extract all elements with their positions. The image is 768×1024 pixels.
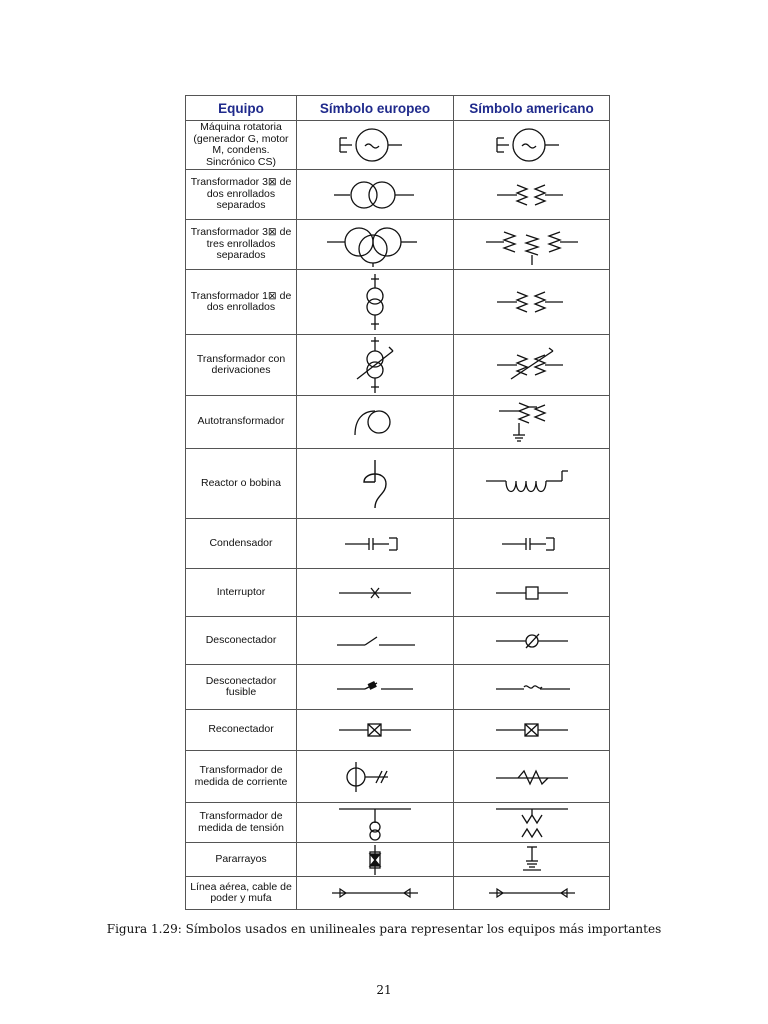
equipo-name: Transformador de medida de corriente (186, 751, 297, 803)
equipo-name: Transformador 1⊠ de dos enrollados (186, 270, 297, 335)
zigzag-three-winding-symbol (454, 220, 610, 270)
equipo-name: Máquina rotatoria (generador G, motor M, condens. Sincrónico CS) (186, 121, 297, 170)
equipo-name: Transformador 3⊠ de dos enrollados separados (186, 170, 297, 220)
table-row (186, 751, 610, 803)
equipo-name: Interruptor (186, 569, 297, 617)
boxed-x-recloser-symbol (454, 710, 610, 751)
autotransformer-zigzag-symbol (454, 396, 610, 449)
table-row (186, 170, 610, 220)
square-breaker-symbol (454, 569, 610, 617)
capacitor-symbol (297, 519, 454, 569)
equipo-name: Condensador (186, 519, 297, 569)
equipo-name: Autotransformador (186, 396, 297, 449)
equipo-name: Reconectador (186, 710, 297, 751)
table-row (186, 617, 610, 665)
table-row (186, 843, 610, 877)
line-with-terminals-symbol (454, 877, 610, 910)
table-row (186, 803, 610, 843)
fuse-switch-symbol (297, 665, 454, 710)
surge-arrester-symbol (297, 843, 454, 877)
equipo-name: Transformador 3⊠ de tres enrollados separados (186, 220, 297, 270)
circle-slash-switch-symbol (454, 617, 610, 665)
equipo-name: Línea aérea, cable de poder y mufa (186, 877, 297, 910)
line-with-terminals-symbol (297, 877, 454, 910)
vertical-two-circle-symbol (297, 270, 454, 335)
autotransformer-circle-symbol (297, 396, 454, 449)
rotating-machine-symbol (297, 121, 454, 170)
zigzag-two-winding-symbol (454, 170, 610, 220)
table-row (186, 449, 610, 519)
table-row (186, 335, 610, 396)
tapped-zigzag-symbol (454, 335, 610, 396)
coil-loops-symbol (454, 449, 610, 519)
table-header-row (186, 96, 610, 121)
tapped-circle-transformer-symbol (297, 335, 454, 396)
equipo-name: Desconectador fusible (186, 665, 297, 710)
reactor-hook-symbol (297, 449, 454, 519)
current-transformer-symbol (297, 751, 454, 803)
zigzag-two-winding-symbol (454, 270, 610, 335)
equipo-name: Reactor o bobina (186, 449, 297, 519)
table-row (186, 710, 610, 751)
capacitor-symbol (454, 519, 610, 569)
table-row (186, 121, 610, 170)
two-circle-transformer-symbol (297, 170, 454, 220)
page-number: 21 (376, 983, 392, 997)
table-row (186, 569, 610, 617)
figure-caption: Figura 1.29: Símbolos usados en unilineales para representar los equipos más importantes (106, 922, 662, 936)
header-simbolo-europeo: Símbolo europeo (297, 96, 454, 121)
symbols-table (185, 95, 610, 910)
table-row (186, 877, 610, 910)
equipo-name: Pararrayos (186, 843, 297, 877)
voltage-transformer-symbol (297, 803, 454, 843)
open-switch-symbol (297, 617, 454, 665)
boxed-x-recloser-symbol (297, 710, 454, 751)
cross-breaker-symbol (297, 569, 454, 617)
zigzag-voltage-transformer-symbol (454, 803, 610, 843)
table-row (186, 519, 610, 569)
zigzag-current-transformer-symbol (454, 751, 610, 803)
table-row (186, 665, 610, 710)
equipo-name: Transformador con derivaciones (186, 335, 297, 396)
rotating-machine-symbol (454, 121, 610, 170)
header-simbolo-americano: Símbolo americano (454, 96, 610, 121)
header-equipo: Equipo (186, 96, 297, 121)
table-row (186, 270, 610, 335)
table-row (186, 220, 610, 270)
infinity-fuse-symbol (454, 665, 610, 710)
three-circle-transformer-symbol (297, 220, 454, 270)
equipo-name: Desconectador (186, 617, 297, 665)
equipo-name: Transformador de medida de tensión (186, 803, 297, 843)
ground-arrester-symbol (454, 843, 610, 877)
table-row (186, 396, 610, 449)
